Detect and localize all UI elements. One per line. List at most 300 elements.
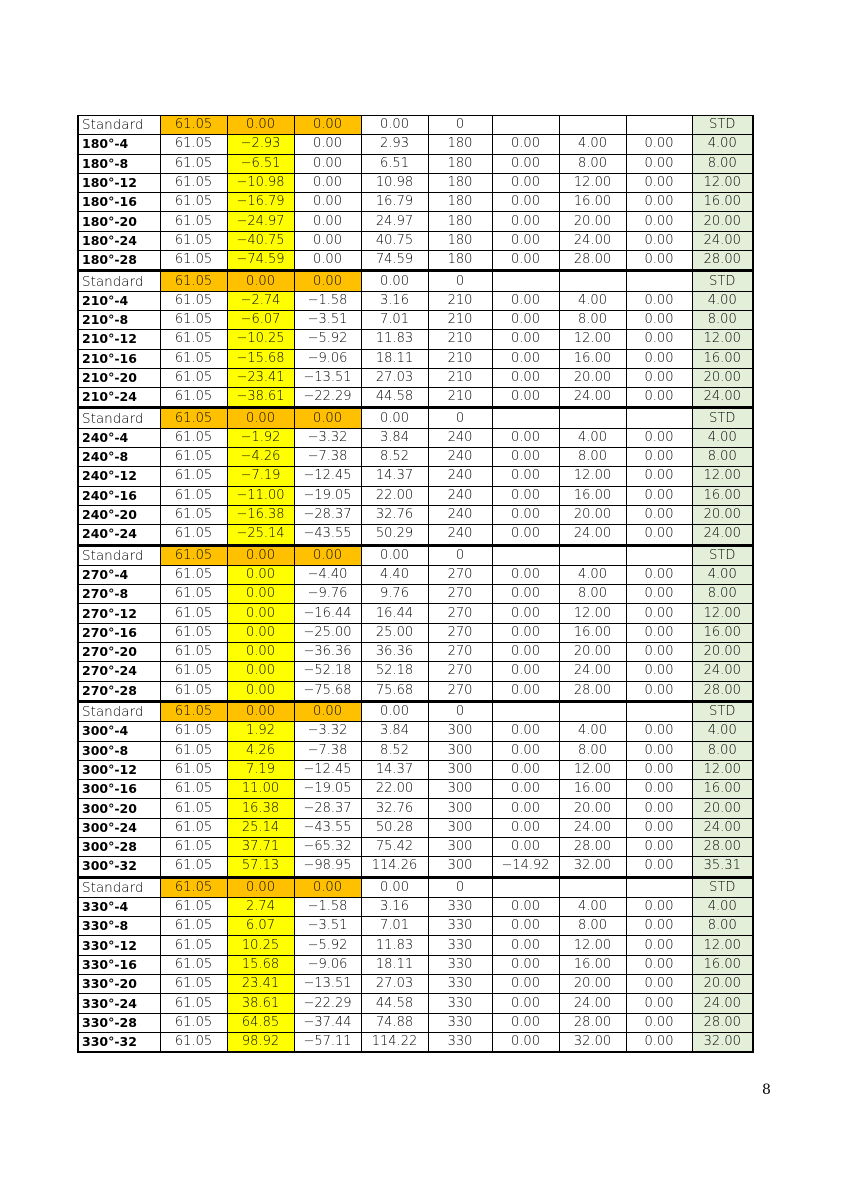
table-cell: 61.05 xyxy=(160,135,227,154)
table-cell: 61.05 xyxy=(160,525,227,545)
table-cell: 0 xyxy=(428,702,492,721)
table-cell: 25.14 xyxy=(227,818,294,837)
table-row xyxy=(78,448,753,467)
table-cell: 0.00 xyxy=(492,936,559,955)
table-cell xyxy=(492,702,559,721)
table-cell: 20.00 xyxy=(692,643,753,662)
table-cell: 180 xyxy=(428,231,492,250)
table-cell: 0.00 xyxy=(626,741,692,760)
table-block xyxy=(77,702,754,878)
table-row xyxy=(78,467,753,486)
row-label: 210°-12 xyxy=(78,330,160,349)
table-cell: 0.00 xyxy=(492,760,559,779)
table-cell: 240 xyxy=(428,486,492,505)
table-cell: 28.00 xyxy=(692,681,753,701)
table-cell: 0.00 xyxy=(361,409,428,428)
table-cell: 22.00 xyxy=(361,780,428,799)
table-cell: 0.00 xyxy=(294,154,361,173)
table-cell: 16.00 xyxy=(692,486,753,505)
table-row xyxy=(78,231,753,250)
table-row xyxy=(78,330,753,349)
table-cell: 0.00 xyxy=(227,565,294,584)
table-cell xyxy=(559,272,626,291)
table-cell: 61.05 xyxy=(160,780,227,799)
table-cell: 18.11 xyxy=(361,349,428,368)
table-cell: 0.00 xyxy=(492,623,559,642)
table-cell: 24.00 xyxy=(692,525,753,545)
table-cell: −40.75 xyxy=(227,231,294,250)
table-row xyxy=(78,349,753,368)
table-row xyxy=(78,818,753,837)
table-cell: 300 xyxy=(428,741,492,760)
row-label: 270°-12 xyxy=(78,604,160,623)
table-cell: −13.51 xyxy=(294,975,361,994)
table-cell: 0.00 xyxy=(626,799,692,818)
table-cell: −57.11 xyxy=(294,1032,361,1052)
table-cell: 0.00 xyxy=(492,330,559,349)
table-cell: 4.00 xyxy=(692,135,753,154)
table-cell: 330 xyxy=(428,936,492,955)
table-cell: 0.00 xyxy=(492,741,559,760)
row-label: 300°-4 xyxy=(78,722,160,741)
table-cell: 16.00 xyxy=(692,193,753,212)
table-cell: 61.05 xyxy=(160,702,227,721)
table-cell xyxy=(492,272,559,291)
table-cell: 16.44 xyxy=(361,604,428,623)
table-cell: 0.00 xyxy=(492,505,559,524)
table-cell: 23.41 xyxy=(227,975,294,994)
table-cell xyxy=(559,116,626,135)
table-cell: 240 xyxy=(428,467,492,486)
table-cell: 8.00 xyxy=(692,585,753,604)
table-cell: 180 xyxy=(428,154,492,173)
table-cell: 8.00 xyxy=(692,448,753,467)
row-label: 270°-20 xyxy=(78,643,160,662)
table-cell: 0.00 xyxy=(492,368,559,387)
table-cell: 0.00 xyxy=(492,604,559,623)
table-cell: 0.00 xyxy=(626,760,692,779)
row-label: 330°-32 xyxy=(78,1032,160,1052)
table-cell: 0.00 xyxy=(361,546,428,565)
table-cell: 270 xyxy=(428,565,492,584)
table-cell: 61.05 xyxy=(160,897,227,916)
table-cell: 61.05 xyxy=(160,799,227,818)
table-cell: 0.00 xyxy=(492,585,559,604)
table-cell: 0.00 xyxy=(492,388,559,408)
table-cell: −25.14 xyxy=(227,525,294,545)
table-cell: −12.45 xyxy=(294,760,361,779)
table-cell: 61.05 xyxy=(160,546,227,565)
table-cell: 44.58 xyxy=(361,388,428,408)
table-row xyxy=(78,917,753,936)
row-label: Standard xyxy=(78,702,160,721)
table-cell xyxy=(559,546,626,565)
table-row xyxy=(78,681,753,701)
table-cell: 330 xyxy=(428,897,492,916)
table-cell: 0.00 xyxy=(492,955,559,974)
table-cell: 0.00 xyxy=(294,546,361,565)
table-cell: 0.00 xyxy=(492,310,559,329)
row-label: Standard xyxy=(78,272,160,291)
table-cell: 240 xyxy=(428,525,492,545)
table-cell: 12.00 xyxy=(559,760,626,779)
row-label: 240°-16 xyxy=(78,486,160,505)
table-cell: 61.05 xyxy=(160,760,227,779)
table-block xyxy=(77,878,754,1054)
row-label: Standard xyxy=(78,878,160,897)
table-cell: 24.00 xyxy=(692,818,753,837)
table-cell: −2.93 xyxy=(227,135,294,154)
standard-row xyxy=(78,409,753,428)
table-cell: 20.00 xyxy=(692,799,753,818)
table-cell: 0.00 xyxy=(492,897,559,916)
table-cell: 0.00 xyxy=(361,272,428,291)
table-row xyxy=(78,1032,753,1052)
table-cell: 270 xyxy=(428,623,492,642)
table-row xyxy=(78,368,753,387)
table-cell: −15.68 xyxy=(227,349,294,368)
table-cell: 8.00 xyxy=(559,741,626,760)
table-cell: 12.00 xyxy=(692,330,753,349)
table-cell: 9.76 xyxy=(361,585,428,604)
table-cell: 4.00 xyxy=(692,565,753,584)
table-row xyxy=(78,662,753,681)
table-cell: −22.29 xyxy=(294,388,361,408)
table-cell: 210 xyxy=(428,388,492,408)
table-cell: 7.19 xyxy=(227,760,294,779)
row-label: 180°-4 xyxy=(78,135,160,154)
table-cell: 0.00 xyxy=(626,291,692,310)
table-cell: 180 xyxy=(428,212,492,231)
row-label: 300°-8 xyxy=(78,741,160,760)
table-cell: 0.00 xyxy=(626,486,692,505)
table-cell: 6.07 xyxy=(227,917,294,936)
table-row xyxy=(78,388,753,408)
table-cell: −10.98 xyxy=(227,173,294,192)
table-cell: 98.92 xyxy=(227,1032,294,1052)
table-cell: 2.93 xyxy=(361,135,428,154)
table-cell: 240 xyxy=(428,505,492,524)
row-label: 210°-24 xyxy=(78,388,160,408)
table-cell: 0.00 xyxy=(626,975,692,994)
row-label: 180°-28 xyxy=(78,251,160,271)
table-cell: 8.00 xyxy=(559,310,626,329)
table-cell: 61.05 xyxy=(160,349,227,368)
table-cell: 300 xyxy=(428,857,492,877)
table-cell: 64.85 xyxy=(227,1013,294,1032)
table-cell: 0.00 xyxy=(626,212,692,231)
table-cell: −3.51 xyxy=(294,310,361,329)
table-cell: 16.00 xyxy=(559,780,626,799)
table-cell: 0.00 xyxy=(492,681,559,701)
table-cell: 0.00 xyxy=(626,681,692,701)
table-cell: 0.00 xyxy=(626,662,692,681)
table-cell: 16.00 xyxy=(559,623,626,642)
table-cell: −43.55 xyxy=(294,525,361,545)
standard-row xyxy=(78,116,753,135)
table-cell: 0.00 xyxy=(294,173,361,192)
table-cell: 0.00 xyxy=(294,702,361,721)
table-cell: 3.84 xyxy=(361,428,428,447)
table-cell: 61.05 xyxy=(160,154,227,173)
table-cell: 24.00 xyxy=(559,388,626,408)
table-cell: −38.61 xyxy=(227,388,294,408)
table-block xyxy=(77,408,754,545)
table-cell: 16.79 xyxy=(361,193,428,212)
standard-row xyxy=(78,272,753,291)
table-cell: 0.00 xyxy=(492,1032,559,1052)
table-cell: −9.76 xyxy=(294,585,361,604)
table-cell: −1.92 xyxy=(227,428,294,447)
table-cell: −24.97 xyxy=(227,212,294,231)
table-cell: 0.00 xyxy=(492,212,559,231)
table-cell: 4.00 xyxy=(559,291,626,310)
table-cell: 61.05 xyxy=(160,722,227,741)
table-cell: 28.00 xyxy=(692,837,753,856)
table-cell: 16.00 xyxy=(559,193,626,212)
table-cell: −36.36 xyxy=(294,643,361,662)
table-row xyxy=(78,722,753,741)
table-cell: 0.00 xyxy=(626,154,692,173)
table-cell: 12.00 xyxy=(692,760,753,779)
table-cell: 20.00 xyxy=(559,212,626,231)
table-cell: 8.00 xyxy=(692,310,753,329)
table-cell: 16.00 xyxy=(692,349,753,368)
table-cell: 61.05 xyxy=(160,272,227,291)
table-row xyxy=(78,741,753,760)
table-cell xyxy=(559,702,626,721)
table-cell: 61.05 xyxy=(160,662,227,681)
row-label: 240°-12 xyxy=(78,467,160,486)
table-cell: 0.00 xyxy=(626,722,692,741)
row-label: Standard xyxy=(78,409,160,428)
table-cell: −16.44 xyxy=(294,604,361,623)
table-row xyxy=(78,760,753,779)
table-cell: 0.00 xyxy=(227,878,294,897)
table-cell xyxy=(626,409,692,428)
table-cell: 8.00 xyxy=(559,448,626,467)
table-cell: 20.00 xyxy=(692,212,753,231)
row-label: Standard xyxy=(78,116,160,135)
table-block xyxy=(77,546,754,702)
table-row xyxy=(78,936,753,955)
table-cell: 0.00 xyxy=(492,135,559,154)
table-cell: −28.37 xyxy=(294,505,361,524)
table-cell: 20.00 xyxy=(692,505,753,524)
table-cell: 270 xyxy=(428,681,492,701)
table-cell: 0.00 xyxy=(492,643,559,662)
table-cell: 28.00 xyxy=(559,681,626,701)
table-cell: 32.00 xyxy=(559,1032,626,1052)
table-cell: 10.25 xyxy=(227,936,294,955)
table-cell: 0.00 xyxy=(626,310,692,329)
table-cell: 0 xyxy=(428,409,492,428)
table-row xyxy=(78,525,753,545)
table-row xyxy=(78,643,753,662)
row-label: 330°-8 xyxy=(78,917,160,936)
table-row xyxy=(78,623,753,642)
table-cell: 10.98 xyxy=(361,173,428,192)
row-label: 240°-8 xyxy=(78,448,160,467)
table-cell: 4.00 xyxy=(559,135,626,154)
table-cell: 22.00 xyxy=(361,486,428,505)
table-cell: 180 xyxy=(428,193,492,212)
table-cell: 0.00 xyxy=(294,116,361,135)
table-cell: 8.00 xyxy=(692,741,753,760)
table-cell: 0.00 xyxy=(626,818,692,837)
table-cell: 180 xyxy=(428,135,492,154)
table-cell: 38.61 xyxy=(227,994,294,1013)
table-cell: −9.06 xyxy=(294,955,361,974)
table-cell: 0.00 xyxy=(492,349,559,368)
table-cell: 0.00 xyxy=(294,231,361,250)
table-cell: 180 xyxy=(428,251,492,271)
table-row xyxy=(78,837,753,856)
table-cell: 0.00 xyxy=(361,116,428,135)
table-cell: −2.74 xyxy=(227,291,294,310)
table-cell: 0.00 xyxy=(294,193,361,212)
table-cell: 330 xyxy=(428,975,492,994)
table-cell: 330 xyxy=(428,1032,492,1052)
row-label: 210°-4 xyxy=(78,291,160,310)
table-cell: 20.00 xyxy=(559,975,626,994)
table-cell: −4.40 xyxy=(294,565,361,584)
row-label: 330°-28 xyxy=(78,1013,160,1032)
table-cell: 0.00 xyxy=(626,780,692,799)
table-cell: −37.44 xyxy=(294,1013,361,1032)
table-block xyxy=(77,115,754,271)
table-cell: 270 xyxy=(428,585,492,604)
standard-row xyxy=(78,878,753,897)
row-label: 270°-16 xyxy=(78,623,160,642)
table-cell: 330 xyxy=(428,955,492,974)
table-cell: 61.05 xyxy=(160,251,227,271)
row-label: 330°-12 xyxy=(78,936,160,955)
table-cell xyxy=(626,116,692,135)
table-cell: 20.00 xyxy=(559,643,626,662)
table-cell: 7.01 xyxy=(361,917,428,936)
table-cell: −43.55 xyxy=(294,818,361,837)
table-cell: 8.00 xyxy=(692,154,753,173)
table-cell: 0.00 xyxy=(626,349,692,368)
table-cell: −22.29 xyxy=(294,994,361,1013)
row-label: 330°-24 xyxy=(78,994,160,1013)
table-cell: 210 xyxy=(428,310,492,329)
table-cell: 61.05 xyxy=(160,448,227,467)
row-label: 300°-24 xyxy=(78,818,160,837)
table-cell: 12.00 xyxy=(692,604,753,623)
table-row xyxy=(78,428,753,447)
table-cell: −52.18 xyxy=(294,662,361,681)
table-cell: 61.05 xyxy=(160,212,227,231)
table-cell: 4.00 xyxy=(559,722,626,741)
table-cell: 16.00 xyxy=(559,955,626,974)
table-row xyxy=(78,212,753,231)
table-cell: 61.05 xyxy=(160,975,227,994)
table-cell: 8.00 xyxy=(692,917,753,936)
table-cell: 3.84 xyxy=(361,722,428,741)
table-cell: 24.00 xyxy=(692,231,753,250)
table-cell: 270 xyxy=(428,662,492,681)
table-cell: 0.00 xyxy=(626,936,692,955)
table-cell: −74.59 xyxy=(227,251,294,271)
row-label: 240°-20 xyxy=(78,505,160,524)
table-cell: 28.00 xyxy=(559,1013,626,1032)
table-cell: 74.88 xyxy=(361,1013,428,1032)
table-cell: −5.92 xyxy=(294,936,361,955)
table-cell xyxy=(492,409,559,428)
table-cell: −75.68 xyxy=(294,681,361,701)
table-cell: 11.83 xyxy=(361,330,428,349)
table-cell: 0.00 xyxy=(492,994,559,1013)
table-cell: 12.00 xyxy=(559,173,626,192)
table-row xyxy=(78,780,753,799)
table-cell: 4.26 xyxy=(227,741,294,760)
table-cell: 57.13 xyxy=(227,857,294,877)
table-cell: 0.00 xyxy=(492,154,559,173)
table-cell: 61.05 xyxy=(160,565,227,584)
table-cell: 0.00 xyxy=(492,251,559,271)
row-label: Standard xyxy=(78,546,160,565)
table-cell: −13.51 xyxy=(294,368,361,387)
table-cell xyxy=(492,116,559,135)
table-cell: 0.00 xyxy=(626,173,692,192)
table-cell: 210 xyxy=(428,349,492,368)
table-row xyxy=(78,1013,753,1032)
table-cell: 50.28 xyxy=(361,818,428,837)
row-label: 270°-8 xyxy=(78,585,160,604)
table-cell: 24.00 xyxy=(559,994,626,1013)
table-cell: 300 xyxy=(428,722,492,741)
table-cell: −28.37 xyxy=(294,799,361,818)
table-cell: 75.68 xyxy=(361,681,428,701)
table-cell: STD xyxy=(692,702,753,721)
table-cell: −12.45 xyxy=(294,467,361,486)
table-cell: 27.03 xyxy=(361,975,428,994)
table-cell: 0.00 xyxy=(626,623,692,642)
table-cell xyxy=(626,546,692,565)
table-cell: 12.00 xyxy=(692,936,753,955)
table-cell: 0.00 xyxy=(626,585,692,604)
table-cell: 12.00 xyxy=(692,467,753,486)
table-cell: −16.79 xyxy=(227,193,294,212)
table-cell: 16.00 xyxy=(692,780,753,799)
table-cell: 4.40 xyxy=(361,565,428,584)
row-label: 270°-28 xyxy=(78,681,160,701)
table-cell: 210 xyxy=(428,291,492,310)
table-cell: 24.00 xyxy=(692,994,753,1013)
table-cell: 16.00 xyxy=(559,349,626,368)
table-cell: 114.22 xyxy=(361,1032,428,1052)
table-cell: 0.00 xyxy=(294,212,361,231)
table-cell: 61.05 xyxy=(160,428,227,447)
table-cell: 27.03 xyxy=(361,368,428,387)
table-cell: −5.92 xyxy=(294,330,361,349)
table-cell: STD xyxy=(692,546,753,565)
table-cell: 50.29 xyxy=(361,525,428,545)
table-cell: 0.00 xyxy=(492,428,559,447)
table-cell: 0.00 xyxy=(492,917,559,936)
table-row xyxy=(78,799,753,818)
table-cell: 12.00 xyxy=(559,936,626,955)
table-cell: 0.00 xyxy=(227,116,294,135)
table-cell: 12.00 xyxy=(692,173,753,192)
table-cell: 3.16 xyxy=(361,897,428,916)
table-cell: 32.76 xyxy=(361,799,428,818)
page-number: 8 xyxy=(762,1082,771,1098)
table-cell: 11.83 xyxy=(361,936,428,955)
table-cell: 61.05 xyxy=(160,837,227,856)
